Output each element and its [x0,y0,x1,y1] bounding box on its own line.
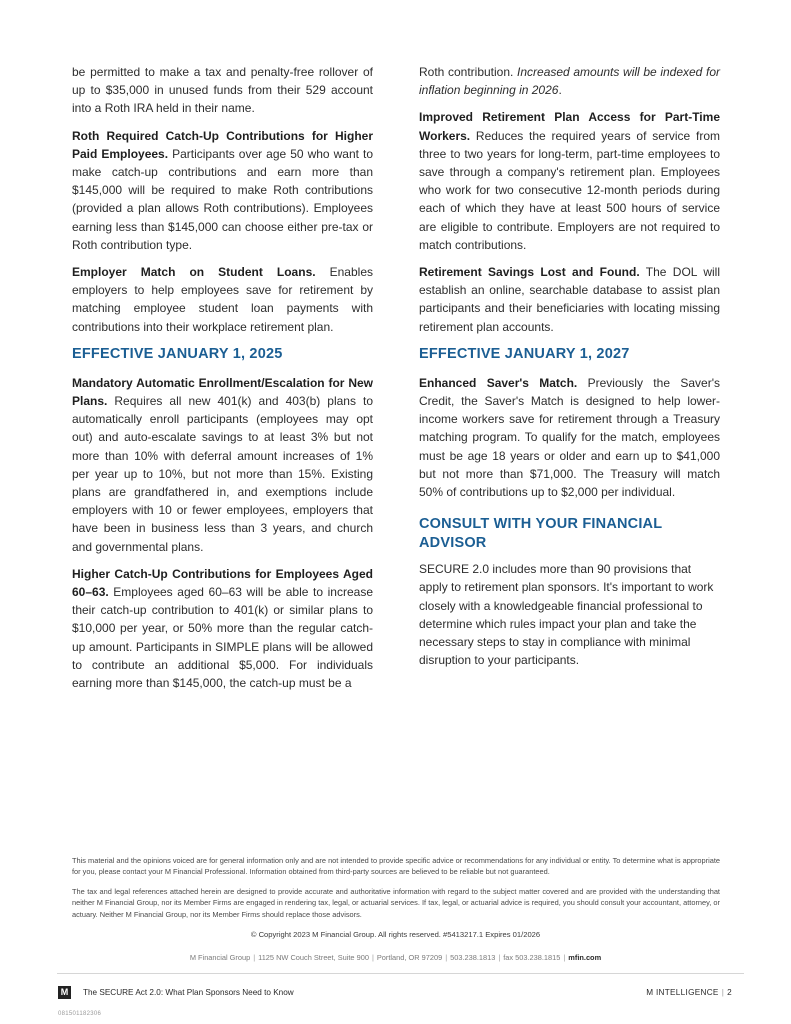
address-line: M Financial Group | 1125 NW Couch Street, Suite 900 | Portland, OR 97209 | 503.238.1813 | fax 503.238.1815 | mfin.com [189,953,602,962]
website-link[interactable]: mfin.com [568,953,602,962]
lost-and-found-title: Retirement Savings Lost and Found. [419,265,640,280]
city-address: Portland, OR 97209 [376,953,443,962]
right-column [419,63,720,678]
savers-match-title: Enhanced Saver's Match. [419,375,578,390]
paragraph-savers-match: Enhanced Saver's Match. Previously the Saver's Credit, the Saver's Match is designed to help lower-income workers save for retirement through a Treasury matching program. To qualify for the match, employees must be age 18 years or older and earn up to $41,000 but not more than $71,000. The Treasury will match 50% of contributions up to $2,000 per individual. [419,375,720,500]
footer-divider [57,973,744,974]
street-address: 1125 NW Couch Street, Suite 900 [258,953,369,962]
disclaimer-general: This material and the opinions voiced are for general information only and are not intended to provide specific advice or recommendations for any individual or entity. To determine what is appropriate for you, please contact your M Financial Professional. Information obtained from third-party sources are believed to be reliable but not guaranteed. [72,856,720,877]
heading-consult-advisor: CONSULT WITH YOUR FINANCIAL ADVISOR [419,516,663,551]
fax-number: fax 503.238.1815 [503,953,561,962]
paragraph-auto-enrollment: Mandatory Automatic Enrollment/Escalation for New Plans. Requires all new 401(k) and 403(b) plans to automatically enroll participants (employees may opt out) and auto-escalate savings to at least 3% but not more than 10% with deferral amount increases of 1% per year up to 10%, but not more than 15%. Existing plans are grandfathered in, and exemptions include employers with 10 or fewer employees, employers that have been in business less than 3 years, and church and governmental plans. [72,375,373,554]
paragraph-student-loans: Employer Match on Student Loans. Enables employers to help employees save for retirement by matching employee student loan payments with contributions into their workplace retirement plan. [72,265,373,334]
disclaimer-tax-legal: The tax and legal references attached herein are designed to provide accurate and authoritative information with regard to the subject matter covered and are provided with the understanding that neither M Financial Group, nor its Member Firms are engaged in rendering tax, legal, or actuarial services. If tax, legal, or actuarial advice is required, you should consult your accountant, attorney, or actuary. Neither M Financial Group, nor its Member Firms should replace those advisors. [72,887,720,919]
company-name: M Financial Group [189,953,251,962]
page-number: 2 [727,988,732,997]
document-code: 081501182306 [58,1011,102,1017]
paragraph-higher-catch-up: Higher Catch-Up Contributions for Employees Aged 60–63. Employees aged 60–63 will be able to increase their catch-up contribution to 401(k) or similar plans to $10,000 per year, or 50% more than the regular catch-up amount. Participants in SIMPLE plans will be allowed to contribute an additional $5,000. For individuals earning more than $145,000, the catch-up must be a [72,566,373,691]
heading-effective-2027: EFFECTIVE JANUARY 1, 2027 [419,345,630,362]
footer-document-title: The SECURE Act 2.0: What Plan Sponsors Need to Know [83,988,294,997]
roth-catch-up-title: Roth Required Catch-Up Contributions for Higher Paid Employees. [72,128,373,161]
paragraph-part-time-access: Improved Retirement Plan Access for Part-Time Workers. Reduces the required years of service from three to two years for long-term, part-time employees to save through a company's retirement plan. Employees who work for two consecutive 12-month periods during each of which they have at least 500 hours of service are eligible to contribute. Employers are not required to match contributions. [419,110,720,252]
m-logo-icon: M [58,986,71,999]
paragraph-consult: SECURE 2.0 includes more than 90 provisions that apply to retirement plan sponsors. It's important to work closely with a knowledgeable financial professional to determine which rules impact your plan and take the necessary steps to stay in compliance with minimal disruption to your participants. [419,562,714,668]
copyright-line: © Copyright 2023 M Financial Group. All rights reserved. #5413217.1 Expires 01/2026 [250,930,541,939]
footer-page-info: M INTELLIGENCE | 2 [646,988,732,997]
paragraph-529-rollover: be permitted to make a tax and penalty-free rollover of up to $35,000 in unused funds from their 529 account into a Roth IRA held in their name. [72,65,373,116]
paragraph-lost-and-found: Retirement Savings Lost and Found. The DOL will establish an online, searchable database to assist plan participants and their beneficiaries with locating missing retirement plan accounts. [419,265,721,334]
auto-enrollment-title: Mandatory Automatic Enrollment/Escalation for New Plans. [72,375,373,409]
phone-number: 503.238.1813 [450,953,496,962]
part-time-access-title: Improved Retirement Plan Access for Part-Time Workers. [419,110,720,143]
paragraph-roth-indexed: Roth contribution. Increased amounts will be indexed for inflation beginning in 2026. [419,65,721,98]
brand-label: M INTELLIGENCE [646,988,719,997]
paragraph-roth-catch-up: Roth Required Catch-Up Contributions for Higher Paid Employees. Participants over age 50 who want to make catch-up contributions and earn more than $145,000 will be required to make Roth contributions (provided a plan allows Roth contributions). Employees earning less than $145,000 can choose either pre-tax or Roth contribution type. [72,128,373,252]
left-column [72,63,373,701]
higher-catch-up-title: Higher Catch-Up Contributions for Employees Aged 60–63. [72,566,373,600]
student-loans-title: Employer Match on Student Loans. [72,265,316,280]
heading-effective-2025: EFFECTIVE JANUARY 1, 2025 [72,345,283,362]
